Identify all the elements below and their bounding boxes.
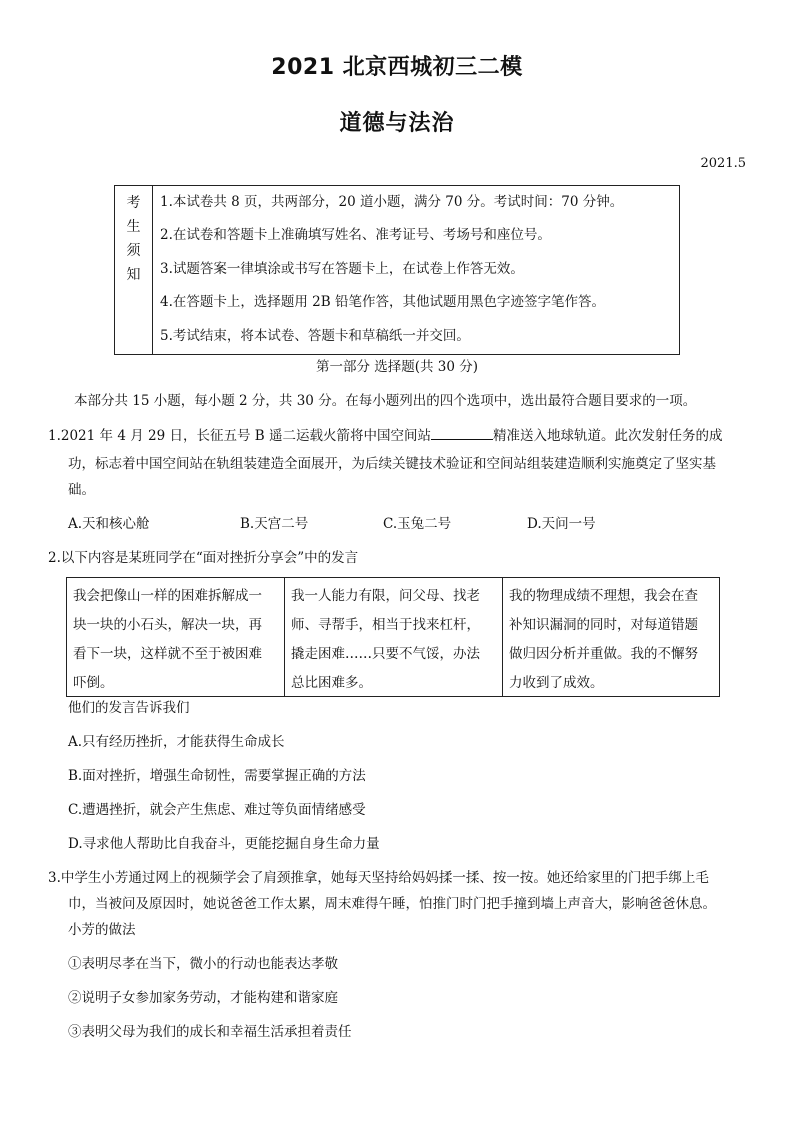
table-cell	[503, 578, 719, 696]
q1-option-d: D.天问一号	[527, 516, 596, 532]
cell-line: 我一人能力有限，问父母、找老	[291, 588, 480, 604]
cell-line: 师、寻帮手，相当于找来杠杆，	[291, 617, 480, 633]
notice-label-char: 考	[126, 195, 141, 211]
q3-stem-line2: 巾，当被问及原因时，她说爸爸工作太累，周末难得午睡，怕推门时门把手撞到墙上声音大，影响爸爸休息。	[68, 896, 716, 912]
q1-option-b: B.天宫二号	[240, 516, 309, 532]
q1-option-a: A.天和核心舱	[68, 516, 150, 532]
q1-answer-blank	[431, 425, 493, 440]
notice-item: 5.考试结束，将本试卷、答题卡和草稿纸一并交回。	[160, 328, 470, 344]
q2-option-c: C.遭遇挫折，就会产生焦虑、难过等负面情绪感受	[68, 802, 366, 818]
cell-line: 力收到了成效。	[509, 675, 604, 691]
cell-line: 做归因分析并重做。我的不懈努	[509, 646, 698, 662]
cell-line: 撬走困难……只要不气馁，办法	[291, 646, 480, 662]
q3-statement: ③表明父母为我们的成长和幸福生活承担着责任	[68, 1024, 352, 1040]
q2-statements-table	[66, 577, 720, 697]
notice-label-char: 生	[126, 219, 141, 235]
notice-item: 2.在试卷和答题卡上准确填写姓名、准考证号、考场号和座位号。	[160, 227, 551, 243]
q2-prompt: 他们的发言告诉我们	[68, 700, 190, 716]
q3-stem-line1: 3.中学生小芳通过网上的视频学会了肩颈推拿，她每天坚持给妈妈揉一揉、按一按。她还给家里的门把手绑上毛	[48, 870, 709, 886]
candidate-notice-box	[114, 185, 680, 355]
notice-label-char: 须	[126, 243, 141, 259]
cell-line: 总比困难多。	[291, 675, 372, 691]
notice-label-char: 知	[126, 267, 141, 283]
cell-line: 我的物理成绩不理想，我会在查	[509, 588, 698, 604]
exam-title: 2021 北京西城初三二模	[271, 55, 523, 80]
q1-stem-line2: 功，标志着中国空间站在轨组装建造全面展开，为后续关键技术验证和空间站组装建造顺利实施奠定了坚实基	[68, 456, 716, 472]
cell-line: 补知识漏洞的同时，对每道错题	[509, 617, 698, 633]
cell-line: 我会把像山一样的困难拆解成一	[73, 588, 262, 604]
subject-title: 道德与法治	[339, 111, 455, 136]
q1-stem-part-b: 精准送入地球轨道。此次发射任务的成	[492, 428, 723, 444]
q1-stem-line1	[48, 425, 722, 446]
table-cell	[285, 578, 503, 696]
part1-heading: 第一部分 选择题(共 30 分)	[315, 359, 479, 375]
cell-line: 吓倒。	[73, 675, 114, 691]
cell-line: 看下一块，这样就不至于被困难	[73, 646, 262, 662]
cell-line: 块一块的小石头，解决一块，再	[73, 617, 262, 633]
q1-stem-part-a: 1.2021 年 4 月 29 日，长征五号 B 遥二运载火箭将中国空间站	[48, 428, 431, 444]
exam-date: 2021.5	[700, 156, 746, 171]
notice-item: 1.本试卷共 8 页，共两部分，20 道小题，满分 70 分。考试时间：70 分钟。	[160, 194, 624, 210]
q3-statement: ①表明尽孝在当下，微小的行动也能表达孝敬	[68, 956, 338, 972]
q2-option-a: A.只有经历挫折，才能获得生命成长	[68, 734, 285, 750]
q2-option-b: B.面对挫折，增强生命韧性，需要掌握正确的方法	[68, 768, 366, 784]
q1-stem-line3: 础。	[68, 482, 95, 498]
notice-item: 3.试题答案一律填涂或书写在答题卡上，在试卷上作答无效。	[160, 261, 524, 277]
q3-statement: ②说明子女参加家务劳动，才能构建和谐家庭	[68, 990, 338, 1006]
notice-label-column	[115, 186, 153, 354]
q2-option-d: D.寻求他人帮助比自我奋斗，更能挖掘自身生命力量	[68, 836, 380, 852]
table-cell	[67, 578, 285, 696]
part1-intro: 本部分共 15 小题，每小题 2 分，共 30 分。在每小题列出的四个选项中，选出最符合题目要求的一项。	[74, 393, 697, 409]
q3-prompt: 小芳的做法	[68, 922, 136, 938]
q2-stem: 2.以下内容是某班同学在“面对挫折分享会”中的发言	[48, 550, 359, 566]
q1-option-c: C.玉兔二号	[383, 516, 452, 532]
notice-item: 4.在答题卡上，选择题用 2B 铅笔作答，其他试题用黑色字迹签字笔作答。	[160, 294, 605, 310]
